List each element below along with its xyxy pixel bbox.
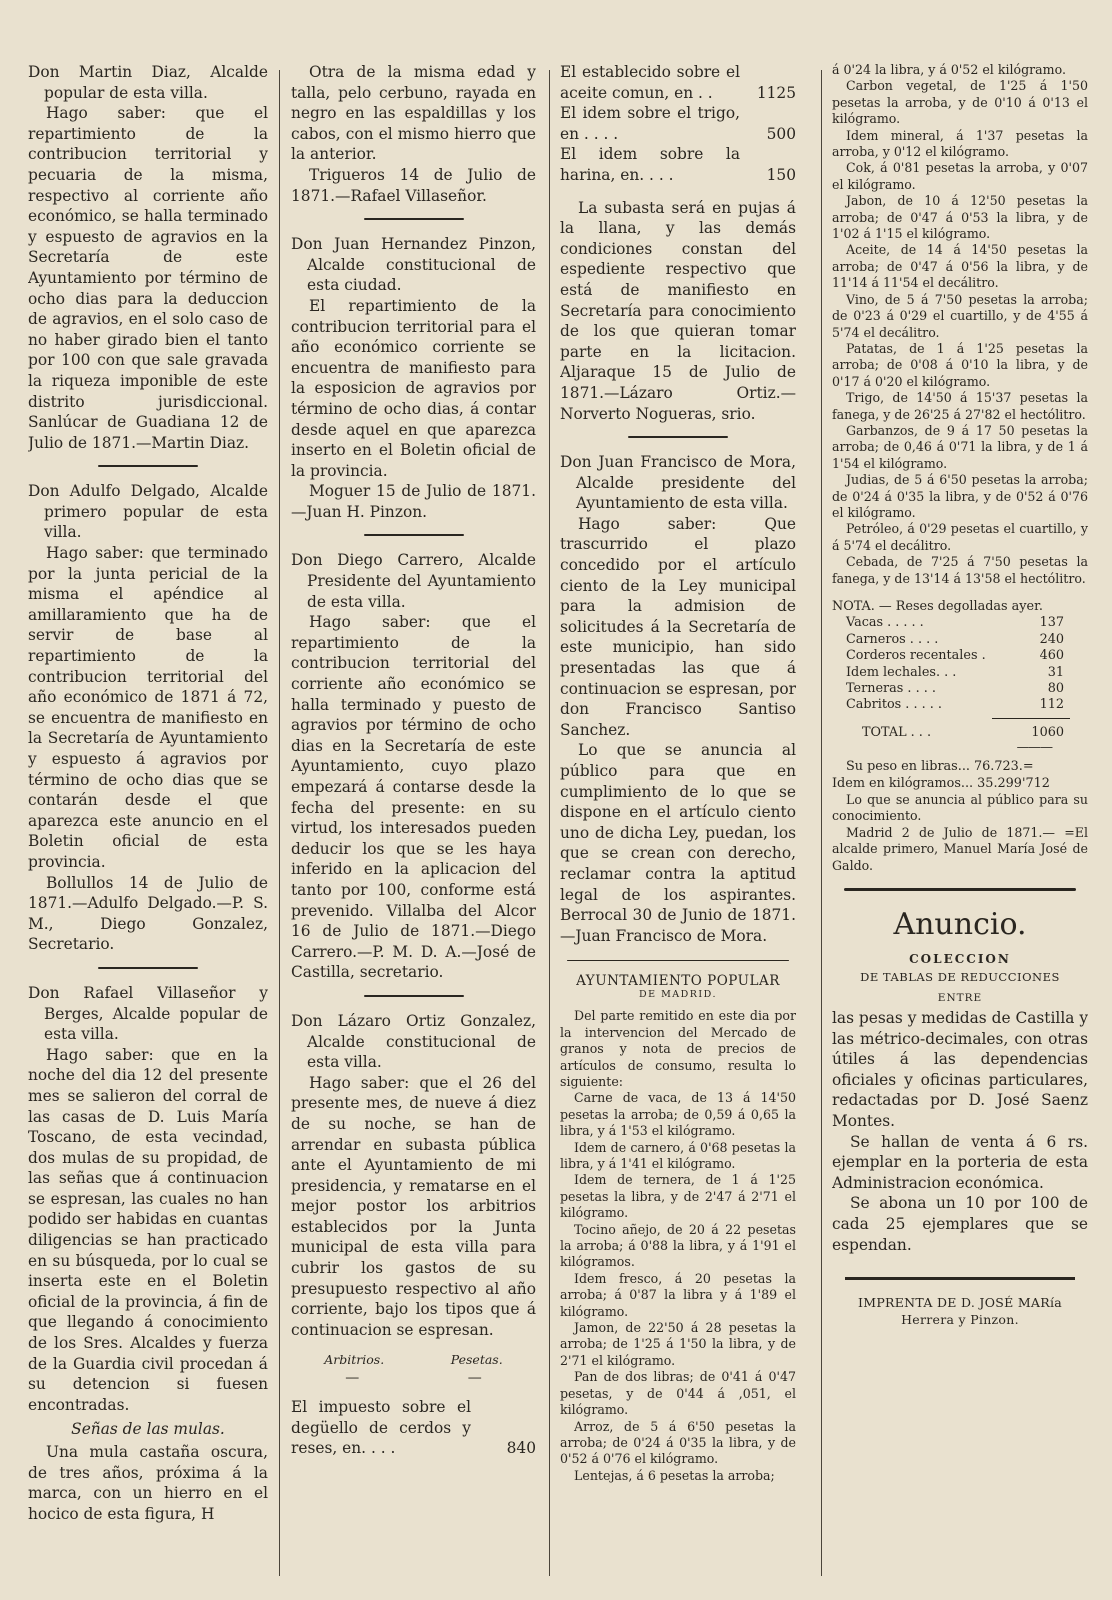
notice-body: Hago saber: que el 26 del presente mes, de nueve á diez de su noche, se han de arrendar en subasta pública ante el Ayuntamiento de mi presidencia, y rematarse en el mejor postor los arbitrios establecidos por la Junta municipal de esta villa para cubrir los gastos de su presupuesto respectivo al año corriente, bajo los tipos que á continuacion se espresan. — [291, 1073, 536, 1339]
separator — [364, 534, 464, 536]
total-value: 1060 — [1031, 724, 1064, 740]
price-item: Idem mineral, á 1'37 pesetas la arroba, y 0'12 el kilógramo. — [832, 127, 1088, 160]
notice-signature: Trigueros 14 de Julio de 1871.—Rafael Villaseñor. — [291, 165, 536, 205]
ayuntamiento-subtitle: DE MADRID. — [639, 989, 717, 1001]
price-item: Arroz, de 5 á 6'50 pesetas la arroba; de 0'24 á 0'35 la libra, y de 0'52 á 0'76 el kilógramo. — [560, 1418, 796, 1467]
column-rule — [549, 70, 550, 1576]
reses-value: 31 — [1047, 664, 1064, 680]
header-dashes — [291, 1371, 536, 1385]
reses-label: Carneros . . . . — [846, 631, 939, 647]
price-item: Pan de dos libras; de 0'41 á 0'47 pesetas, y de 0'44 á ,051, el kilógramo. — [560, 1369, 796, 1418]
dash: — — [345, 1370, 360, 1387]
notice-subtitle: Señas de las mulas. — [71, 1420, 225, 1439]
price-item: Aceite, de 14 á 14'50 pesetas la arroba; de 0'47 á 0'56 la libra, y de 11'14 á 11'54 el decálitro. — [832, 242, 1088, 291]
anuncio-text: las pesas y medidas de Castilla y las métrico-decimales, con otras útiles á las dependencias oficiales y oficinas particulares, redactadas por D. José Saenz Montes. — [832, 1009, 1088, 1131]
arbitrio-text: El impuesto sobre el degüello de cerdos y reses, en. . . . — [291, 1398, 471, 1458]
anuncio-title: Anuncio. — [893, 907, 1027, 943]
notice-heading: Don Lázaro Ortiz Gonzalez, Alcalde constitucional de esta villa. — [291, 1011, 536, 1072]
column-rule — [279, 70, 280, 1576]
notice-heading: Don Martin Diaz, Alcalde popular de esta villa. — [28, 63, 268, 102]
reses-value: 112 — [1039, 697, 1064, 713]
notice-body: Una mula castaña oscura, de tres años, próxima á la marca, con un hierro en el hocico de esta figura, H — [28, 1443, 268, 1523]
column-1 — [28, 62, 268, 1576]
notice-juan-hernandez-pinzon — [291, 234, 536, 522]
notice-lazaro-ortiz — [291, 1011, 536, 1459]
closing-text: Lo que se anuncia al público para su conocimiento. — [832, 792, 1088, 824]
notice-heading: Don Juan Hernandez Pinzon, Alcalde constitucional de esta ciudad. — [291, 235, 536, 295]
price-item: Cebada, de 7'25 á 7'50 pesetas la fanega, y de 13'14 á 13'58 el hectólitro. — [832, 554, 1088, 586]
nota-heading — [832, 599, 1088, 615]
price-item: Lentejas, á 6 pesetas la arroba; — [574, 1467, 775, 1483]
separator — [567, 960, 789, 961]
notice-body: Hago saber: que en la noche del dia 12 del presente mes se salieron del corral de las casas de D. Luis María Toscano, de esta vecindad, dos mulas de su propidad, de las señas que á continuacion se espresan, las cuales no han podido ser habidas en cuantas diligencias se han practicado en su búsqueda, por lo cual se inserta este en el Boletin oficial de la provincia, á fin de que llegando á conocimiento de los Sres. Alcaldes y fuerza de la Guardia civil procedan á su detencion si fuesen encontradas. — [28, 1045, 268, 1414]
market-prices — [560, 1008, 796, 1484]
arbitrio-text: El establecido sobre el aceite comun, en . . — [560, 63, 740, 102]
arbitrio-row — [560, 103, 796, 144]
notice-juan-francisco-mora — [560, 452, 796, 946]
peso-kilogramos: Idem en kilógramos... 35.299'712 — [832, 775, 1050, 791]
reses-row — [832, 615, 1088, 631]
price-item: Idem fresco, á 20 pesetas la arroba; á 0'87 la libra y á 1'89 el kilógramo. — [560, 1270, 796, 1319]
price-item: Cok, á 0'81 pesetas la arroba, y 0'07 el kilógramo. — [832, 160, 1088, 192]
arbitrio-text: El idem sobre la harina, en. . . . — [560, 145, 740, 184]
reses-row — [832, 697, 1088, 713]
notice-diego-carrero — [291, 550, 536, 982]
total-underline: ——— — [1016, 740, 1052, 756]
reses-value: 460 — [1039, 648, 1064, 664]
notice-body: Hago saber: que el repartimiento de la contribucion territorial y pecuaria de la misma, respectivo al corriente año económico, se halla terminado y espuesto de agravios en la Secretaría de este Ayuntamiento por término de ocho dias para la deduccion de agravios, en el solo caso de no haber girado bien el tanto por 100 con que sale gravada la riqueza imponible de este distrito jurisdiccional. Sanlúcar de Guadiana 12 de Julio de 1871.—Martin Diaz. — [28, 104, 268, 452]
dash: — — [467, 1370, 482, 1387]
arbitrio-value: 840 — [506, 1439, 536, 1458]
reses-label: Idem lechales. . . — [846, 664, 957, 680]
reses-label: Corderos recentales . — [846, 648, 986, 664]
reses-row — [832, 632, 1088, 648]
notice-body: El repartimiento de la contribucion territorial para el año económico corriente se encuentra de manifiesto para la esposicion de agravios por término de ocho dias, á contar desde aquel en que aparezca inserto en el Boletin oficial de la provincia. — [291, 296, 536, 480]
price-item: Judias, de 5 á 6'50 pesetas la arroba; de 0'24 á 0'35 la libra, y de 0'52 á 0'76 el kilógramo. — [832, 472, 1088, 520]
reses-row — [832, 648, 1088, 664]
anuncio-text: Se abona un 10 por 100 de cada 25 ejemplares que se espendan. — [832, 1194, 1088, 1254]
arbitrio-text: El idem sobre el trigo, en . . . . — [560, 104, 740, 143]
separator — [364, 218, 464, 220]
notice-body: Hago saber: que terminado por la junta pericial de la misma el apéndice al amillaramiento que ha de servir de base al repartimiento de la contribucion territorial del año económico de 1871 á 72, se encuentra de manifiesto en la Secretaría de Ayuntamiento y espuesto á agravios por término de ocho dias que se contarán desde el que aparezca este anuncio en el Boletin oficial de esta provincia. — [28, 544, 268, 871]
column-4 — [832, 62, 1088, 1576]
notice-heading: Don Rafael Villaseñor y Berges, Alcalde popular de esta villa. — [28, 983, 268, 1044]
arbitrios-label: Arbitrios. — [324, 1352, 385, 1368]
arbitrio-row — [291, 1397, 536, 1459]
reses-value: 240 — [1039, 631, 1064, 647]
notice-signature: Moguer 15 de Julio de 1871.—Juan H. Pinzon. — [291, 482, 536, 521]
reses-total-row — [832, 725, 1088, 741]
arbitrio-value: 1125 — [756, 83, 796, 102]
price-item: Jamon, de 22'50 á 28 pesetas la arroba; de 1'25 á 1'50 la libra, y de 2'71 el kilógramo. — [560, 1320, 796, 1368]
price-item: Tocino añejo, de 20 á 22 pesetas la arroba; á 0'88 la libra, y á 1'91 el kilógramos. — [560, 1221, 796, 1270]
arbitrio-row — [560, 62, 796, 103]
price-item: Idem de carnero, á 0'68 pesetas la libra, y á 1'41 el kilógramo. — [560, 1139, 796, 1171]
notice-adulfo-delgado — [28, 481, 268, 955]
notice-body: Hago saber: Que trascurrido el plazo concedido por el artículo ciento de la Ley municipal para la admision de solicitudes á la Secretaría de este municipio, han sido presentadas las que á continuacion se espresan, por don Francisco Santiso Sanchez. — [560, 514, 796, 739]
arbitrio-value: 500 — [766, 124, 796, 143]
arbitrios-header — [291, 1350, 536, 1371]
pesetas-label: Pesetas. — [450, 1352, 503, 1368]
price-item: Vino, de 5 á 7'50 pesetas la arroba; de 0'23 á 0'29 el cuartillo, y de 4'55 á 5'74 el decálitro. — [832, 291, 1088, 340]
price-item: Jabon, de 10 á 12'50 pesetas la arroba; de 0'47 á 0'53 la libra, y de 1'02 á 1'15 el kilógramo. — [832, 193, 1088, 242]
separator — [364, 995, 464, 997]
imprenta-footer: IMPRENTA DE D. JOSÉ MARía Herrera y Pinzon. — [857, 1295, 1063, 1328]
notice-body: Hago saber: que el repartimiento de la contribucion territorial del corriente año económico se halla terminado y puesto de agravios por término de ocho dias en la Secretaría de este Ayuntamiento, cuyo plazo empezará á contarse desde la fecha del presente: en su virtud, los interesados pueden deducir los que se les haya inferido en la aplicacion del tanto por 100, conforme está prevenido. Villalba del Alcor 16 de Julio de 1871.—Diego Carrero.—P. M. D. A.—José de Castilla, secretario. — [291, 613, 536, 982]
notice-body: Lo que se anuncia al público para que en cumplimiento de lo que se dispone en el artículo ciento uno de dicha Ley, puedan, los que se crean con derecho, reclamar contra la aptitud legal de los aspirantes. Berrocal 30 de Junio de 1871.—Juan Francisco de Mora. — [560, 741, 796, 945]
madrid-closing — [832, 792, 1088, 874]
reses-row — [832, 681, 1088, 697]
price-item: Patatas, de 1 á 1'25 pesetas la arroba; de 0'08 á 0'10 la libra, y de 0'17 á 0'20 el kilógramo. — [832, 340, 1088, 389]
notice-body: Otra de la misma edad y talla, pelo cerbuno, rayada en negro en las espaldillas y los cabos, con el mismo hierro que la anterior. — [291, 63, 536, 164]
peso-libras: Su peso en libras... 76.723.= — [846, 759, 1034, 775]
entre-heading: ENTRE — [937, 992, 983, 1005]
price-item: Garbanzos, de 9 á 17 50 pesetas la arroba; de 0,46 á 0'71 la libra, y de 1 á 1'54 el kilógramo. — [832, 422, 1088, 471]
coleccion-heading: COLECCION — [909, 952, 1011, 967]
arbitrio-value: 150 — [766, 165, 796, 184]
price-item: á 0'24 la libra, y á 0'52 el kilógramo. — [832, 62, 1066, 77]
market-prices-continued — [832, 62, 1088, 587]
column-2 — [291, 62, 536, 1576]
separator — [98, 967, 198, 969]
closing-signature: Madrid 2 de Julio de 1871.— =El alcalde primero, Manuel María José de Galdo. — [832, 824, 1088, 873]
reses-value: 137 — [1039, 615, 1064, 631]
reses-value: 80 — [1047, 681, 1064, 697]
notice-continued — [291, 62, 536, 206]
arbitrios-continued — [560, 62, 796, 424]
anuncio-text: Se hallan de venta á 6 rs. ejemplar en la porteria de esta Administracion económica. — [832, 1132, 1088, 1192]
price-item: Carne de vaca, de 13 á 14'50 pesetas la arroba; de 0,59 á 0,65 la libra, y á 1'53 el kilógramo. — [560, 1090, 796, 1139]
separator — [844, 888, 1076, 891]
reses-label: Cabritos . . . . . — [846, 697, 942, 713]
reses-row — [832, 665, 1088, 681]
separator — [98, 465, 198, 467]
notice-heading: Don Adulfo Delgado, Alcalde primero popular de esta villa. — [28, 482, 268, 542]
notice-body: La subasta será en pujas á la llana, y las demás condiciones constan del espediente respectivo que está de manifiesto en Secretaría para conocimiento de los que quieran tomar parte en la licitacion. Aljaraque 15 de Julio de 1871.—Lázaro Ortiz.—Norverto Nogueras, srio. — [560, 198, 796, 423]
price-item: Trigo, de 14'50 á 15'37 pesetas la fanega, y de 26'25 á 27'82 el hectólitro. — [832, 390, 1088, 422]
nota-label: NOTA. — Reses degolladas ayer. — [832, 599, 1043, 614]
sum-rule — [992, 718, 1070, 719]
total-label: TOTAL . . . — [862, 724, 932, 740]
notice-martin-diaz — [28, 62, 268, 453]
notice-heading: Don Juan Francisco de Mora, Alcalde presidente del Ayuntamiento de esta villa. — [560, 453, 796, 513]
column-3 — [560, 62, 796, 1576]
reses-label: Terneras . . . . — [846, 681, 936, 697]
notice-signature: Bollullos 14 de Julio de 1871.—Adulfo Delgado.—P. S. M., Diego Gonzalez, Secretario. — [28, 873, 268, 954]
price-item: Carbon vegetal, de 1'25 á 1'50 pesetas la arroba, y de 0'10 á 0'13 el kilógramo. — [832, 78, 1088, 127]
separator — [845, 1277, 1075, 1280]
tablas-heading: DE TABLAS DE REDUCCIONES — [860, 970, 1060, 985]
separator — [628, 436, 728, 438]
reses-label: Vacas . . . . . — [846, 615, 924, 631]
column-rule — [821, 70, 822, 1576]
notice-heading: Don Diego Carrero, Alcalde Presidente del Ayuntamiento de esta villa. — [291, 551, 536, 611]
price-item: Petróleo, á 0'29 pesetas el cuartillo, y á 5'74 el decálitro. — [832, 521, 1088, 553]
price-item: Idem de ternera, de 1 á 1'25 pesetas la libra, y de 2'47 á 2'71 el kilógramo. — [560, 1172, 796, 1221]
ayuntamiento-title: AYUNTAMIENTO POPULAR — [576, 973, 780, 990]
arbitrio-row — [560, 144, 796, 185]
notice-rafael-villasenor — [28, 983, 268, 1524]
market-intro: Del parte remitido en este dia por la intervencion del Mercado de granos y nota de precios de artículos de consumo, resulta lo siguiente: — [560, 1008, 796, 1089]
reses-table — [832, 599, 1088, 792]
anuncio-body — [832, 1008, 1088, 1255]
